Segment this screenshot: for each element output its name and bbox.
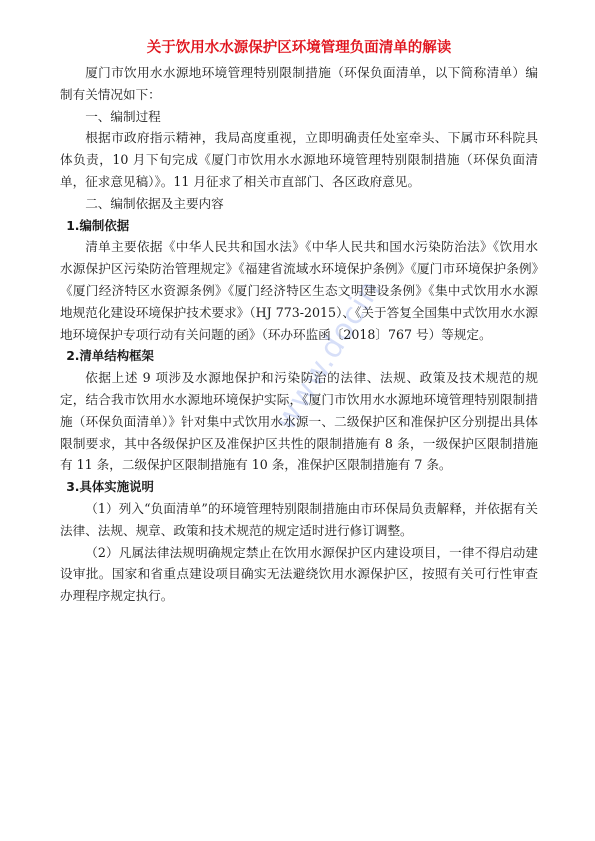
document-page [60,38,538,607]
subsection-heading-implementation: 3.具体实施说明 [66,479,154,495]
subsection-heading-structure: 2.清单结构框架 [66,348,154,364]
subsection-heading-basis: 1.编制依据 [66,217,130,233]
basis-paragraph: 清单主要依据《中华人民共和国水法》《中华人民共和国水污染防治法》《饮用水水源保护区污染防治管理规定》《福建省流域水环境保护条例》《厦门市环境保护条例》《厦门经济特区水资源条例》《厦门经济特区生态文明建设条例》《集中式饮用水水源地规范化建设环境保护技术要求》（HJ 773-2015）、《关于答复全国集中式饮用水水源地环境保护专项行动有关问题的函》（环办环监函〔2018〕767 号）等规定。 [60,239,538,342]
process-paragraph: 根据市政府指示精神，我局高度重视，立即明确责任处室牵头、下属市环科院具体负责，10 月下旬完成《厦门市饮用水水源地环境管理特别限制措施（环保负面清单，征求意见稿）》。11 月征求了相关市直部门、各区政府意见。 [60,130,538,189]
watermark-text: www.docin [268,273,389,437]
intro-paragraph: 厦门市饮用水水源地环境管理特别限制措施（环保负面清单，以下简称清单）编制有关情况如下： [60,65,538,102]
implementation-paragraph-2: （2）凡属法律法规明确规定禁止在饮用水源保护区内建设项目，一律不得启动建设审批。国家和省重点建设项目确实无法避绕饮用水源保护区，按照有关可行性审查办理程序规定执行。 [60,544,538,604]
section-heading-process: 一、编制过程 [85,108,161,124]
section-heading-basis: 二、编制依据及主要内容 [85,195,224,211]
structure-paragraph: 依据上述 9 项涉及水源地保护和污染防治的法律、法规、政策及技术规范的规定，结合我市饮用水水源地环境保护实际，《厦门市饮用水水源地环境管理特别限制措施（环保负面清单）》针对集中式饮用水水源一、二级保护区和准保护区分别提出具体限制要求，其中各级保护区及准保护区共性的限制措施有 8 条，一级保护区限制措施有 11 条，二级保护区限制措施有 10 条，准保护区限制措施有 7 条。 [60,370,538,473]
document-title: 关于饮用水水源保护区环境管理负面清单的解读 [146,40,452,56]
implementation-paragraph-1: （1）列入“负面清单”的环境管理特别限制措施由市环保局负责解释，并依据有关法律、法规、规章、政策和技术规范的规定适时进行修订调整。 [60,500,538,538]
